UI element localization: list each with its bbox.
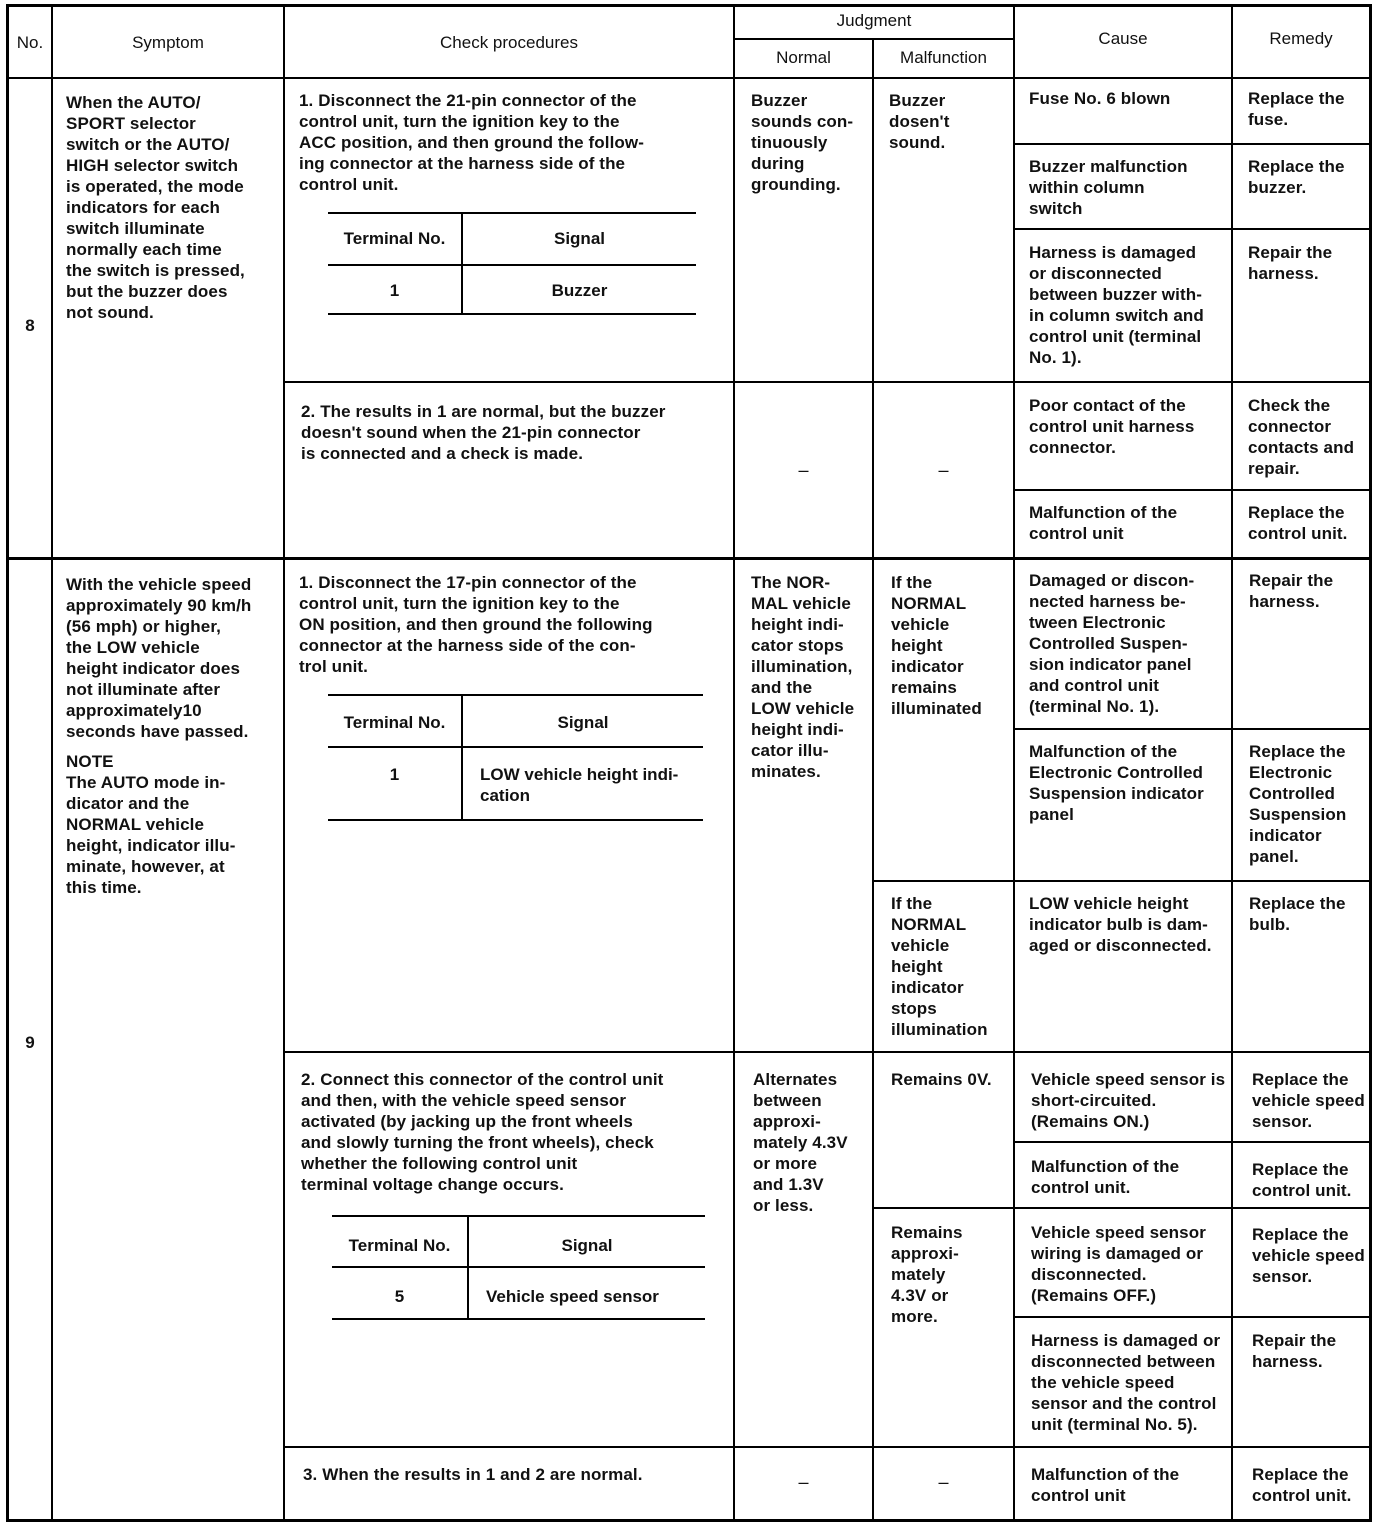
item-9-cause-4: Vehicle speed sensor is short-circuited. (Remains ON.) <box>1031 1070 1226 1131</box>
terminal-no-header: Terminal No. <box>343 713 446 732</box>
item-9-malfunction-3: – <box>938 1472 949 1492</box>
header-normal: Normal <box>776 48 831 67</box>
item-9-malfunction-1a: If the NORMAL vehicle height indicator remains illuminated <box>891 573 982 718</box>
item-9-note: The AUTO mode in- dicator and the NORMAL vehicle height, indicator illu- minate, however, at this time. <box>66 773 236 897</box>
item-9-cause-2: Malfunction of the Electronic Controlled Suspension indicator panel <box>1029 742 1204 824</box>
item-9-remedy-6: Replace the vehicle speed sensor. <box>1252 1225 1365 1286</box>
signal-header: Signal <box>561 1236 613 1255</box>
item-9-cause-6: Vehicle speed sensor wiring is damaged or disconnected. (Remains OFF.) <box>1031 1223 1206 1305</box>
item-9-remedy-5: Replace the control unit. <box>1252 1160 1352 1200</box>
terminal-no-value: 5 <box>394 1287 405 1306</box>
item-8-malfunction-1: Buzzer dosen't sound. <box>889 91 950 152</box>
item-9-remedy-3: Replace the bulb. <box>1249 894 1346 934</box>
item-9-note-title: NOTE <box>66 752 114 771</box>
item-9-check-2: 2. Connect this connector of the control unit and then, with the vehicle speed sensor activated (by jacking up the front wheels and slowly turning the front wheels), check whether the following control unit terminal voltage change occurs. <box>301 1070 664 1194</box>
item-8-cause-2: Buzzer malfunction within column switch <box>1029 157 1188 218</box>
item-9-cause-1: Damaged or discon- nected harness be- tween Electronic Controlled Suspen- sion indicator panel and control unit (terminal No. 1). <box>1029 571 1195 716</box>
header-symptom: Symptom <box>132 33 204 52</box>
header-no: No. <box>16 33 44 52</box>
item-9-cause-8: Malfunction of the control unit <box>1031 1465 1180 1505</box>
item-8-cause-4: Poor contact of the control unit harness connector. <box>1029 396 1195 457</box>
header-cause: Cause <box>1098 29 1148 48</box>
item-8-cause-1: Fuse No. 6 blown <box>1029 89 1171 108</box>
item-9-normal-2: Alternates between approxi- mately 4.3V or more and 1.3V or less. <box>753 1070 848 1215</box>
item-9-symptom: With the vehicle speed approximately 90 km/h (56 mph) or higher, the LOW vehicle height indicator does not illuminate after approximately10 seconds have passed. <box>66 575 252 741</box>
item-8-symptom: When the AUTO/ SPORT selector switch or the AUTO/ HIGH selector switch is operated, the mode indicators for each switch illuminate normally each time the switch is pressed, but the buzzer does not sound. <box>66 93 245 322</box>
terminal-no-value: 1 <box>389 281 400 300</box>
terminal-no-header: Terminal No. <box>343 229 446 248</box>
item-8-check-1: 1. Disconnect the 21-pin connector of the control unit, turn the ignition key to the ACC position, and then ground the follow- ing connector at the harness side of the control unit. <box>299 91 644 194</box>
signal-value: Buzzer <box>551 281 608 300</box>
signal-value: Vehicle speed sensor <box>486 1287 659 1306</box>
header-malfunction: Malfunction <box>900 48 987 67</box>
item-8-cause-5: Malfunction of the control unit <box>1029 503 1178 543</box>
item-9-remedy-4: Replace the vehicle speed sensor. <box>1252 1070 1365 1131</box>
header-remedy: Remedy <box>1269 29 1333 48</box>
item-9-remedy-8: Replace the control unit. <box>1252 1465 1352 1505</box>
item-9-malfunction-2a: Remains 0V. <box>891 1070 992 1089</box>
terminal-no-header: Terminal No. <box>348 1236 451 1255</box>
item-9-remedy-7: Repair the harness. <box>1252 1331 1337 1371</box>
item-8-check-2: 2. The results in 1 are normal, but the buzzer doesn't sound when the 21-pin connector is connected and a check is made. <box>301 402 666 463</box>
item-9-check-3: 3. When the results in 1 and 2 are normal. <box>303 1465 643 1484</box>
item-9-number: 9 <box>25 1033 35 1052</box>
item-9-cause-3: LOW vehicle height indicator bulb is dam- aged or disconnected. <box>1029 894 1212 955</box>
header-check-procedures: Check procedures <box>440 33 578 52</box>
item-9-cause-5: Malfunction of the control unit. <box>1031 1157 1180 1197</box>
item-9-malfunction-1b: If the NORMAL vehicle height indicator stops illumination <box>891 894 988 1039</box>
item-9-malfunction-2b: Remains approxi- mately 4.3V or more. <box>891 1223 963 1326</box>
item-9-remedy-2: Replace the Electronic Controlled Suspension indicator panel. <box>1249 742 1347 866</box>
signal-value: LOW vehicle height indi- cation <box>480 765 679 805</box>
item-8-normal-2: – <box>798 460 809 480</box>
signal-header: Signal <box>557 713 609 732</box>
item-9-check-1: 1. Disconnect the 17-pin connector of the control unit, turn the ignition key to the ON position, and then ground the following connector at the harness side of the con- trol unit. <box>299 573 653 676</box>
item-8-remedy-3: Repair the harness. <box>1248 243 1333 283</box>
signal-header: Signal <box>553 229 605 248</box>
item-8-normal-1: Buzzer sounds con- tinuously during grounding. <box>751 91 854 194</box>
terminal-no-value: 1 <box>389 765 400 784</box>
item-8-malfunction-2: – <box>938 460 949 480</box>
item-9-cause-7: Harness is damaged or disconnected between the vehicle speed sensor and the control unit (terminal No. 5). <box>1031 1331 1221 1434</box>
item-8-cause-3: Harness is damaged or disconnected between buzzer with- in column switch and control unit (terminal No. 1). <box>1029 243 1204 367</box>
item-8-remedy-1: Replace the fuse. <box>1248 89 1345 129</box>
header-judgment: Judgment <box>836 11 912 30</box>
item-8-number: 8 <box>25 316 35 335</box>
item-8-remedy-4: Check the connector contacts and repair. <box>1248 396 1355 478</box>
item-8-remedy-2: Replace the buzzer. <box>1248 157 1345 197</box>
item-9-normal-1: The NOR- MAL vehicle height indi- cator stops illumination, and the LOW vehicle height indi- cator illu- minates. <box>751 573 855 781</box>
item-8-remedy-5: Replace the control unit. <box>1248 503 1348 543</box>
item-9-remedy-1: Repair the harness. <box>1249 571 1334 611</box>
item-9-normal-3: – <box>798 1472 809 1492</box>
